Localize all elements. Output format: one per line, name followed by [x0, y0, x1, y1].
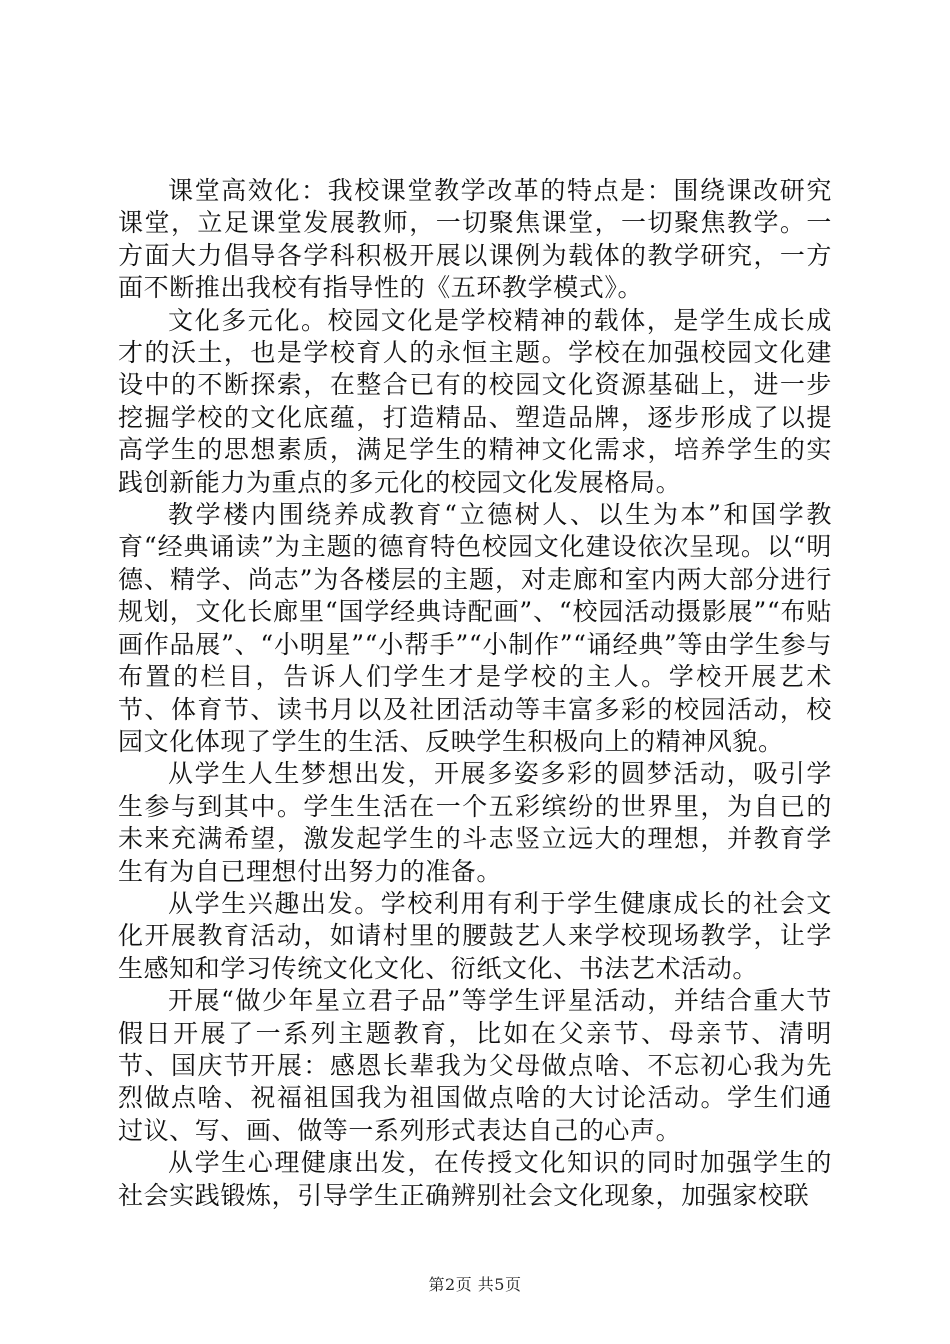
paragraph-student-dreams: 从学生人生梦想出发，开展多姿多彩的圆梦活动，吸引学生参与到其中。学生生活在一个五彩缤纷的世界里，为自已的未来充满希望，激发起学生的斗志竖立远大的理想，并教育学生有为自已理想付出努力的准备。: [118, 759, 832, 886]
paragraph-mental-health: 从学生心理健康出发，在传授文化知识的同时加强学生的社会实践锻炼，引导学生正确辨别社会文化现象，加强家校联: [118, 1148, 832, 1210]
paragraph-cultural-diversity: 文化多元化。校园文化是学校精神的载体，是学生成长成才的沃土，也是学校育人的永恒主题。学校在加强校园文化建设中的不断探索，在整合已有的校园文化资源基础上，进一步挖掘学校的文化底蕴，打造精品、塑造品牌，逐步形成了以提高学生的思想素质，满足学生的精神文化需求，培养学生的实践创新能力为重点的多元化的校园文化发展格局。: [118, 305, 832, 497]
document-body: [118, 175, 832, 1212]
paragraph-classroom-efficiency: 课堂高效化：我校课堂教学改革的特点是：围绕课改研究课堂，立足课堂发展教师，一切聚焦课堂，一切聚焦教学。一方面大力倡导各学科积极开展以课例为载体的教学研究，一方面不断推出我校有指导性的《五环教学模式》。: [118, 176, 832, 303]
paragraph-teaching-building-culture: 教学楼内围绕养成教育“立德树人、以生为本”和国学教育“经典诵读”为主题的德育特色校园文化建设依次呈现。以“明德、精学、尚志”为各楼层的主题，对走廊和室内两大部分进行规划，文化长廊里“国学经典诗配画”、“校园活动摄影展”“布贴画作品展”、“小明星”“小帮手”“小制作”“诵经典”等由学生参与布置的栏目，告诉人们学生才是学校的主人。学校开展艺术节、体育节、读书月以及社团活动等丰富多彩的校园活动，校园文化体现了学生的生活、反映学生积极向上的精神风貌。: [118, 500, 832, 756]
page-number-footer: 第2页 共5页: [428, 1275, 522, 1294]
paragraph-star-activities: 开展“做少年星立君子品”等学生评星活动，并结合重大节假日开展了一系列主题教育，比如在父亲节、母亲节、清明节、国庆节开展：感恩长辈我为父母做点啥、不忘初心我为先烈做点啥、祝福祖国我为祖国做点啥的大讨论活动。学生们通过议、写、画、做等一系列形式表达自己的心声。: [118, 986, 832, 1145]
paragraph-student-interests: 从学生兴趣出发。学校利用有利于学生健康成长的社会文化开展教育活动，如请村里的腰鼓艺人来学校现场教学，让学生感知和学习传统文化文化、衍纸文化、书法艺术活动。: [118, 888, 832, 983]
